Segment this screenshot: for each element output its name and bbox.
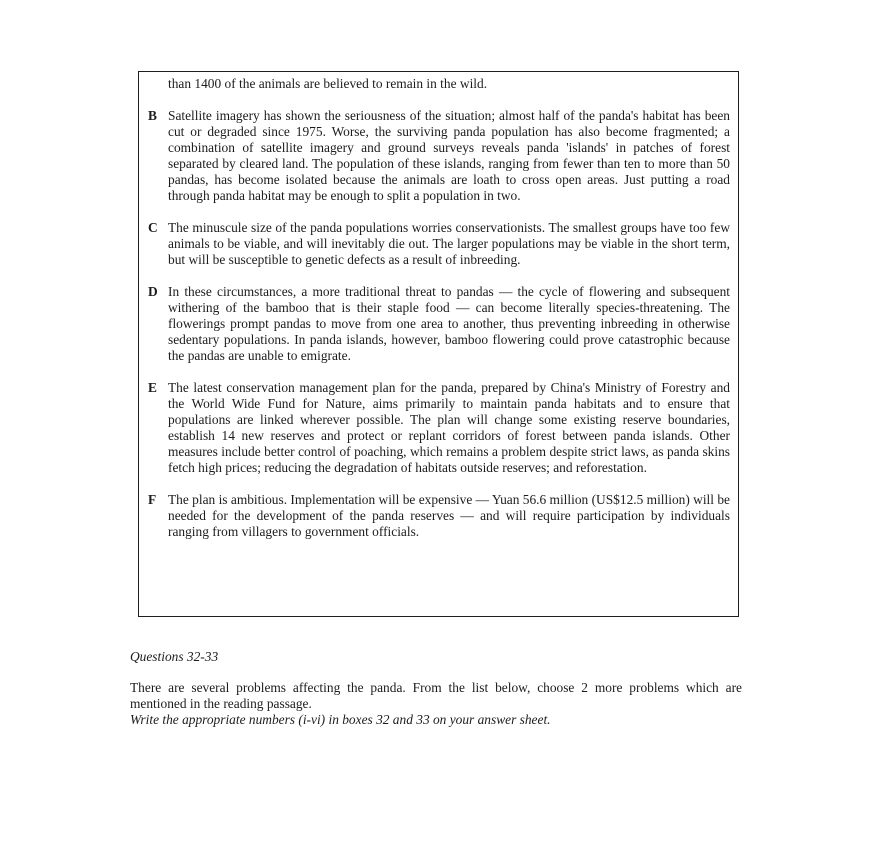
paragraph-label: D (148, 284, 158, 299)
passage-paragraph-f (148, 492, 730, 540)
questions-note: Write the appropriate numbers (i-vi) in boxes 32 and 33 on your answer sheet. (130, 712, 551, 727)
passage-paragraph-e (148, 380, 730, 476)
paragraph-text: Satellite imagery has shown the seriousness of the situation; almost half of the panda's habitat has been cut or degraded since 1975. Worse, the surviving panda population has also become fragmented; a combination of satellite imagery and ground surveys reveals panda 'islands' in patches of forest separated by cleared land. The population of these islands, ranging from fewer than ten to more than 50 pandas, has become isolated because the animals are loath to cross open areas. Just putting a road through panda habitat may be enough to split a population in two. (168, 108, 730, 203)
paragraph-label: F (148, 492, 157, 507)
paragraph-text: The minuscule size of the panda populations worries conservationists. The smallest groups have too few animals to be viable, and will inevitably die out. The larger populations may be viable in the short term, but will be susceptible to genetic defects as a result of inbreeding. (168, 220, 730, 267)
paragraph-label: E (148, 380, 157, 395)
questions-section (130, 649, 742, 728)
paragraph-text: In these circumstances, a more traditional threat to pandas — the cycle of flowering and subsequent withering of the bamboo that is their staple food — can become literally species-threatening. The flowerings prompt pandas to move from one area to another, thus preventing inbreeding in otherwise sedentary populations. In panda islands, however, bamboo flowering could prove catastrophic because the pandas are unable to emigrate. (168, 284, 730, 363)
questions-heading: Questions 32-33 (130, 649, 219, 664)
paragraph-text: The plan is ambitious. Implementation will be expensive — Yuan 56.6 million (US$12.5 million) will be needed for the development of the panda reserves — and will require participation by individuals ranging from villagers to government officials. (168, 492, 730, 539)
paragraph-label: B (148, 108, 157, 123)
passage-intro-line (148, 76, 730, 92)
passage-paragraph-b (148, 108, 730, 204)
questions-instructions: There are several problems affecting the panda. From the list below, choose 2 more problems which are mentioned in the reading passage. (130, 680, 742, 711)
passage-paragraph-d (148, 284, 730, 364)
intro-line-text: than 1400 of the animals are believed to remain in the wild. (168, 76, 488, 91)
passage-paragraph-c (148, 220, 730, 268)
paragraph-label: C (148, 220, 158, 235)
paragraph-text: The latest conservation management plan for the panda, prepared by China's Ministry of Forestry and the World Wide Fund for Nature, aims primarily to maintain panda habitats and to ensure that populations are linked wherever possible. The plan will change some existing reserve boundaries, establish 14 new reserves and protect or replant corridors of forest between panda islands. Other measures include better control of poaching, which remains a problem despite strict laws, as panda skins fetch high prices; reducing the degradation of habitats outside reserves; and reforestation. (168, 380, 730, 475)
reading-passage-box (138, 71, 739, 617)
